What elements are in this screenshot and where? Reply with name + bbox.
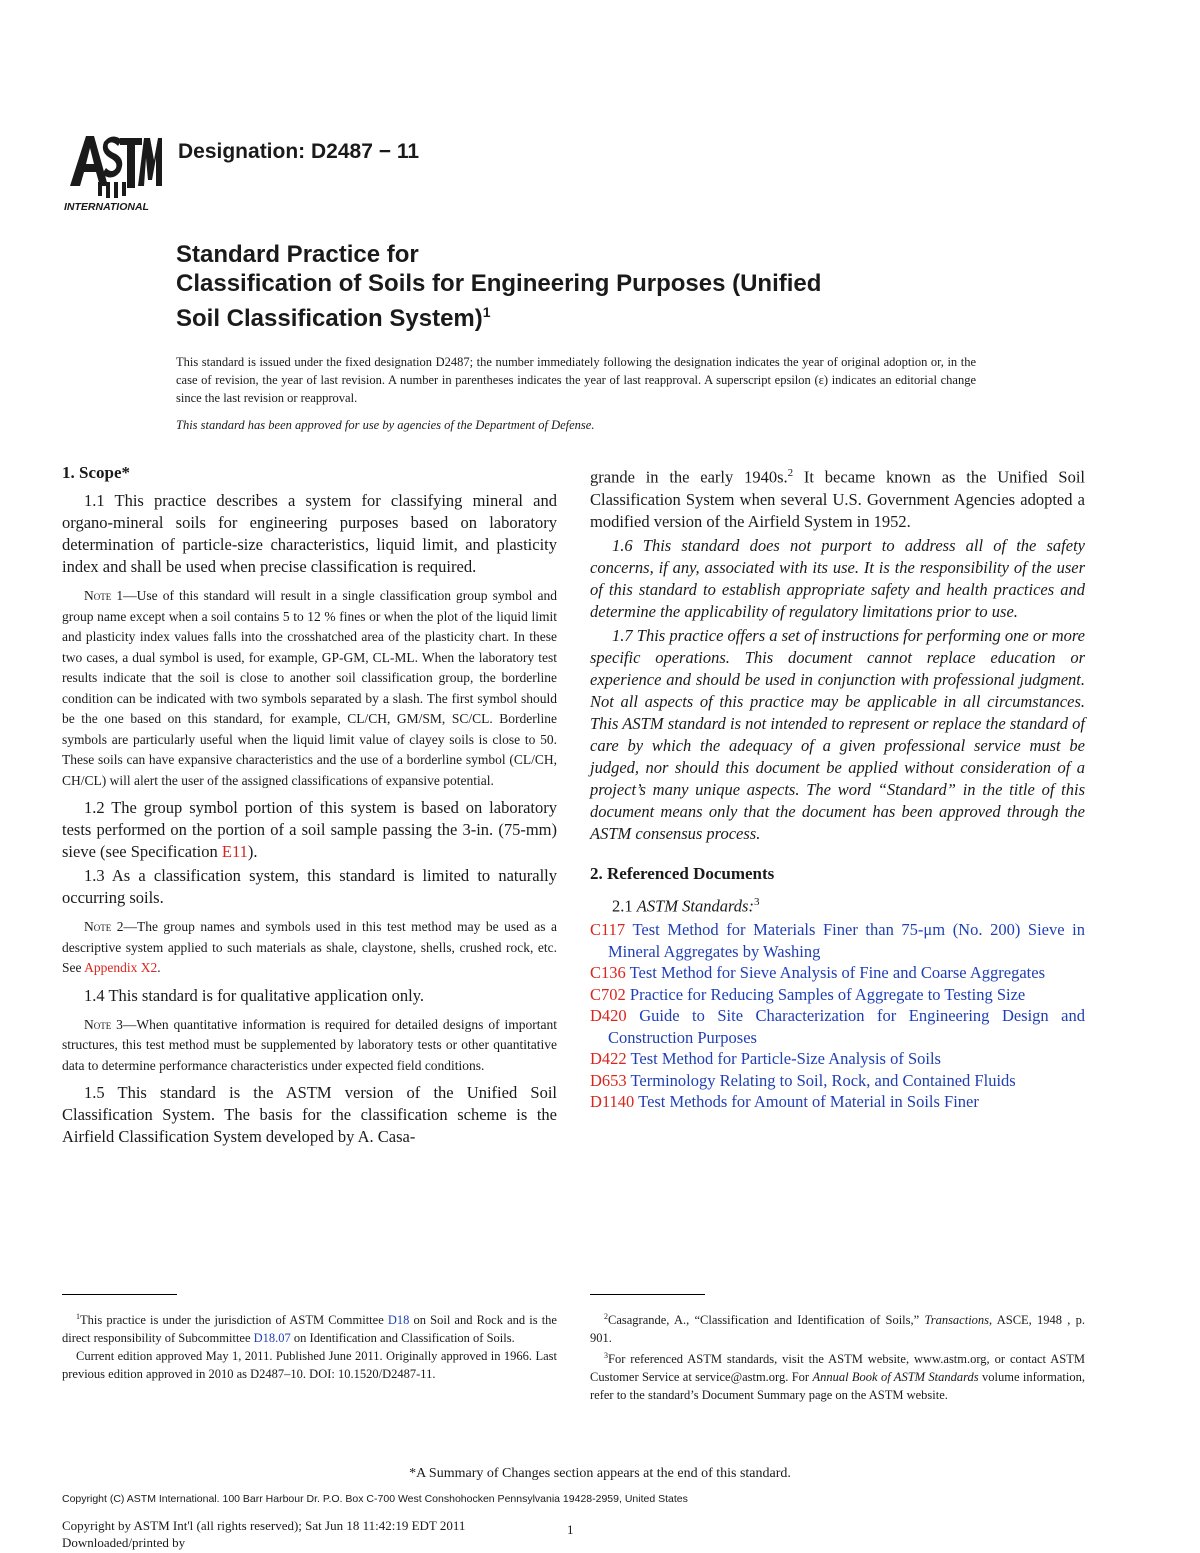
paragraph-1-2-text: 1.2 The group symbol portion of this system is based on laboratory tests performed on the portion of a soil sample passing the 3-in. (75-mm) sieve (see Specification [62,798,557,861]
reference-item[interactable] [590,962,1085,984]
title-line-3-text: Soil Classification System) [176,305,483,332]
link-e11[interactable]: E11 [221,842,248,861]
note-2-end: . [157,960,161,975]
summary-of-changes-note: *A Summary of Changes section appears at the end of this standard. [409,1466,791,1481]
note-2-label: Note 2 [84,919,124,934]
footnote-marker-2[interactable]: 2 [787,467,794,479]
footnote-3 [590,1347,1085,1404]
right-column [590,462,1085,1113]
paragraph-1-3: 1.3 As a classification system, this standard is limited to naturally occurring soils. [62,866,557,907]
reference-code[interactable]: D653 [590,1070,627,1090]
reference-code[interactable]: C117 [590,920,626,939]
link-subcommittee-d18-07[interactable]: D18.07 [253,1331,291,1346]
dod-approval-statement: This standard has been approved for use by agencies of the Department of Defense. [176,418,595,432]
footnotes-right [590,1308,1085,1404]
note-3-label: Note 3 [84,1016,123,1032]
footnote-1-text: This practice is under the jurisdiction of ASTM Committee [80,1313,388,1328]
document-title [176,240,1076,333]
footnotes-left [62,1308,557,1383]
logo-wordmark: INTERNATIONAL [64,201,149,213]
footnote-3-book: Annual Book of ASTM Standards [812,1370,979,1385]
title-line-1: Standard Practice for [176,241,419,268]
footnote-2-journal: Transactions [924,1313,990,1328]
reference-code[interactable]: D1140 [590,1092,635,1111]
paragraph-1-6: 1.6 This standard does not purport to address all of the safety concerns, if any, associated with its use. It is the responsibility of the user of this standard to establish appropriate safety and health practices and determine the applicability of regulatory limitations prior to use. [590,535,1085,621]
astm-logo [64,124,162,214]
reference-title[interactable]: Guide to Site Characterization for Engineering Design and Construction Purposes [608,1006,1086,1047]
referenced-documents-list [590,919,1085,1113]
reference-title[interactable]: Terminology Relating to Soil, Rock, and Contained Fluids [630,1070,1016,1090]
note-1-text: —Use of this standard will result in a single classification group symbol and group name except when a soil contains 5 to 12 % fines or when the plot of the liquid limit and plasticity index values falls into the crosshatched area of the plasticity chart. In these two cases, a dual symbol is used, for example, GP-GM, CL-ML. When the laboratory test results indicate that the soil is close to another soil classification group, the borderline condition can be indicated with two symbols separated by a slash. The first symbol should be the one based on this standard, for example, CL/CH, GM/SM, SC/CL. Borderline symbols are particularly useful when the liquid limit value of clayey soils is close to 50. These soils can have expansive characteristics and the use of a borderline symbol (CL/CH, CH/CL) will alert the user of the assigned classifications of expansive potential. [62,588,558,788]
printed-line-1: Copyright by ASTM Int'l (all rights reserved); Sat Jun 18 11:42:19 EDT 2011 [62,1518,466,1533]
reference-title[interactable]: Practice for Reducing Samples of Aggregate to Testing Size [629,984,1026,1004]
paragraph-1-4: 1.4 This standard is for qualitative application only. [84,985,425,1005]
footnote-divider-right [590,1294,705,1295]
reference-title[interactable]: Test Method for Sieve Analysis of Fine and Coarse Aggregates [629,963,1045,982]
footnote-3-marker: 3 [604,1351,608,1361]
reference-item[interactable] [590,919,1085,962]
paragraph-1-5: 1.5 This standard is the ASTM version of the Unified Soil Classification System. The basis for the classification scheme is the Airfield Classification System developed by A. Casa- [62,1083,557,1146]
footnote-1-marker: 1 [76,1312,80,1321]
left-column [62,462,557,1150]
printed-line-2: Downloaded/printed by [62,1535,186,1550]
reference-code[interactable]: D422 [590,1049,627,1068]
reference-code[interactable]: C136 [590,963,626,982]
reference-title[interactable]: Test Method for Materials Finer than 75-μm (No. 200) Sieve in Mineral Aggregates by Washing [608,920,1086,961]
link-appendix-x2[interactable]: Appendix X2 [84,960,158,975]
footnote-1 [62,1308,557,1347]
footnote-marker-3[interactable]: 3 [753,895,760,908]
title-line-3 [176,298,1076,333]
paragraph-1-7: 1.7 This practice offers a set of instructions for performing one or more specific operations. This document cannot replace education or experience and should be used in conjunction with professional judgment. Not all aspects of this practice may be applicable in all circumstances. This ASTM standard is not intended to represent or replace the standard of care by which the adequacy of a given professional service must be judged, nor should this document be applied without consideration of a project’s many unique aspects. The word “Standard” in the title of this document means only that the document has been approved through the ASTM consensus process. [590,625,1085,843]
link-committee-d18[interactable]: D18 [387,1313,410,1328]
note-3 [62,1015,557,1077]
paragraph-1-5-continued [590,462,1085,533]
section-heading-scope: 1. Scope* [62,463,130,482]
designation: Designation: D2487 − 11 [178,140,420,163]
note-1-label: Note 1 [84,588,124,603]
footnote-divider-left [62,1294,177,1295]
section-heading-referenced-documents: 2. Referenced Documents [590,863,775,883]
reference-item[interactable] [590,1048,1085,1070]
printed-by-notice [62,1517,465,1551]
note-1 [62,586,557,791]
note-2-text: —The group names and symbols used in this test method may be used as a descriptive system applied to such materials as shale, claystone, shells, crushed rock, etc. See [62,919,557,975]
note-2 [62,917,557,979]
reference-item[interactable] [590,1005,1085,1048]
footnote-2-text: Casagrande, A., “Classification and Identification of Soils,” [608,1313,925,1328]
astm-standards-heading [590,891,1085,918]
footnote-1-text-2: on Soil and Rock and is the direct responsibility of Subcommittee [62,1313,557,1346]
footnote-2-marker: 2 [604,1312,608,1321]
reference-code[interactable]: D420 [590,1006,627,1025]
footnote-3-text-2: volume information, refer to the standard’s Document Summary page on the ASTM website. [590,1370,1085,1403]
paragraph-1-5-cont-text: grande in the early 1940s. [590,467,788,487]
copyright-notice: Copyright (C) ASTM International. 100 Barr Harbour Dr. P.O. Box C-700 West Conshohocken Pennsylvania 19428-2959, United States [62,1493,688,1505]
footnote-1-text-3: on Identification and Classification of Soils. [290,1331,515,1346]
issue-statement: This standard is issued under the fixed designation D2487; the number immediately following the designation indicates the year of original adoption or, in the case of revision, the year of last revision. A number in parentheses indicates the year of last reapproval. A superscript epsilon (ε) indicates an editorial change since the last revision or reapproval. [176,355,976,405]
paragraph-1-1: 1.1 This practice describes a system for classifying mineral and organo-mineral soils for engineering purposes based on laboratory determination of particle-size characteristics, liquid limit, and plasticity index and shall be used when precise classification is required. [62,491,557,576]
reference-code[interactable]: C702 [590,984,626,1004]
reference-item[interactable] [590,984,1085,1006]
title-line-2: Classification of Soils for Engineering Purposes (Unified [176,270,822,297]
astm-standards-label: ASTM Standards: [636,896,754,915]
astm-standards-number: 2.1 [612,896,637,915]
footnote-2 [590,1308,1085,1347]
footnote-3-text: For referenced ASTM standards, visit the ASTM website, www.astm.org, or contact ASTM Customer Service at service@astm.org. For [590,1352,1085,1385]
footnote-2-text-2: , ASCE, 1948 , p. 901. [590,1313,1085,1346]
footnote-1-edition: Current edition approved May 1, 2011. Published June 2011. Originally approved in 1966. Last previous edition approved in 2010 as D2487–10. DOI: 10.1520/D2487-11. [62,1349,557,1382]
reference-title[interactable]: Test Method for Particle-Size Analysis of Soils [630,1049,941,1068]
reference-item[interactable] [590,1091,1085,1113]
reference-item[interactable] [590,1070,1085,1092]
paragraph-1-2 [62,797,557,863]
title-footnote-marker[interactable]: 1 [482,304,491,320]
note-3-text: —When quantitative information is required for detailed designs of important structures, this test method must be supplemented by laboratory tests or other quantitative data to determine performance characteristics under expected field conditions. [62,1016,557,1073]
paragraph-1-2-end: ). [247,842,258,861]
reference-title[interactable]: Test Methods for Amount of Material in Soils Finer [638,1092,979,1111]
page-number: 1 [567,1522,574,1537]
paragraph-1-5-cont-rest: It became known as the Unified Soil Classification System when several U.S. Government Agencies adopted a modified version of the Airfield System in 1952. [590,467,1086,531]
